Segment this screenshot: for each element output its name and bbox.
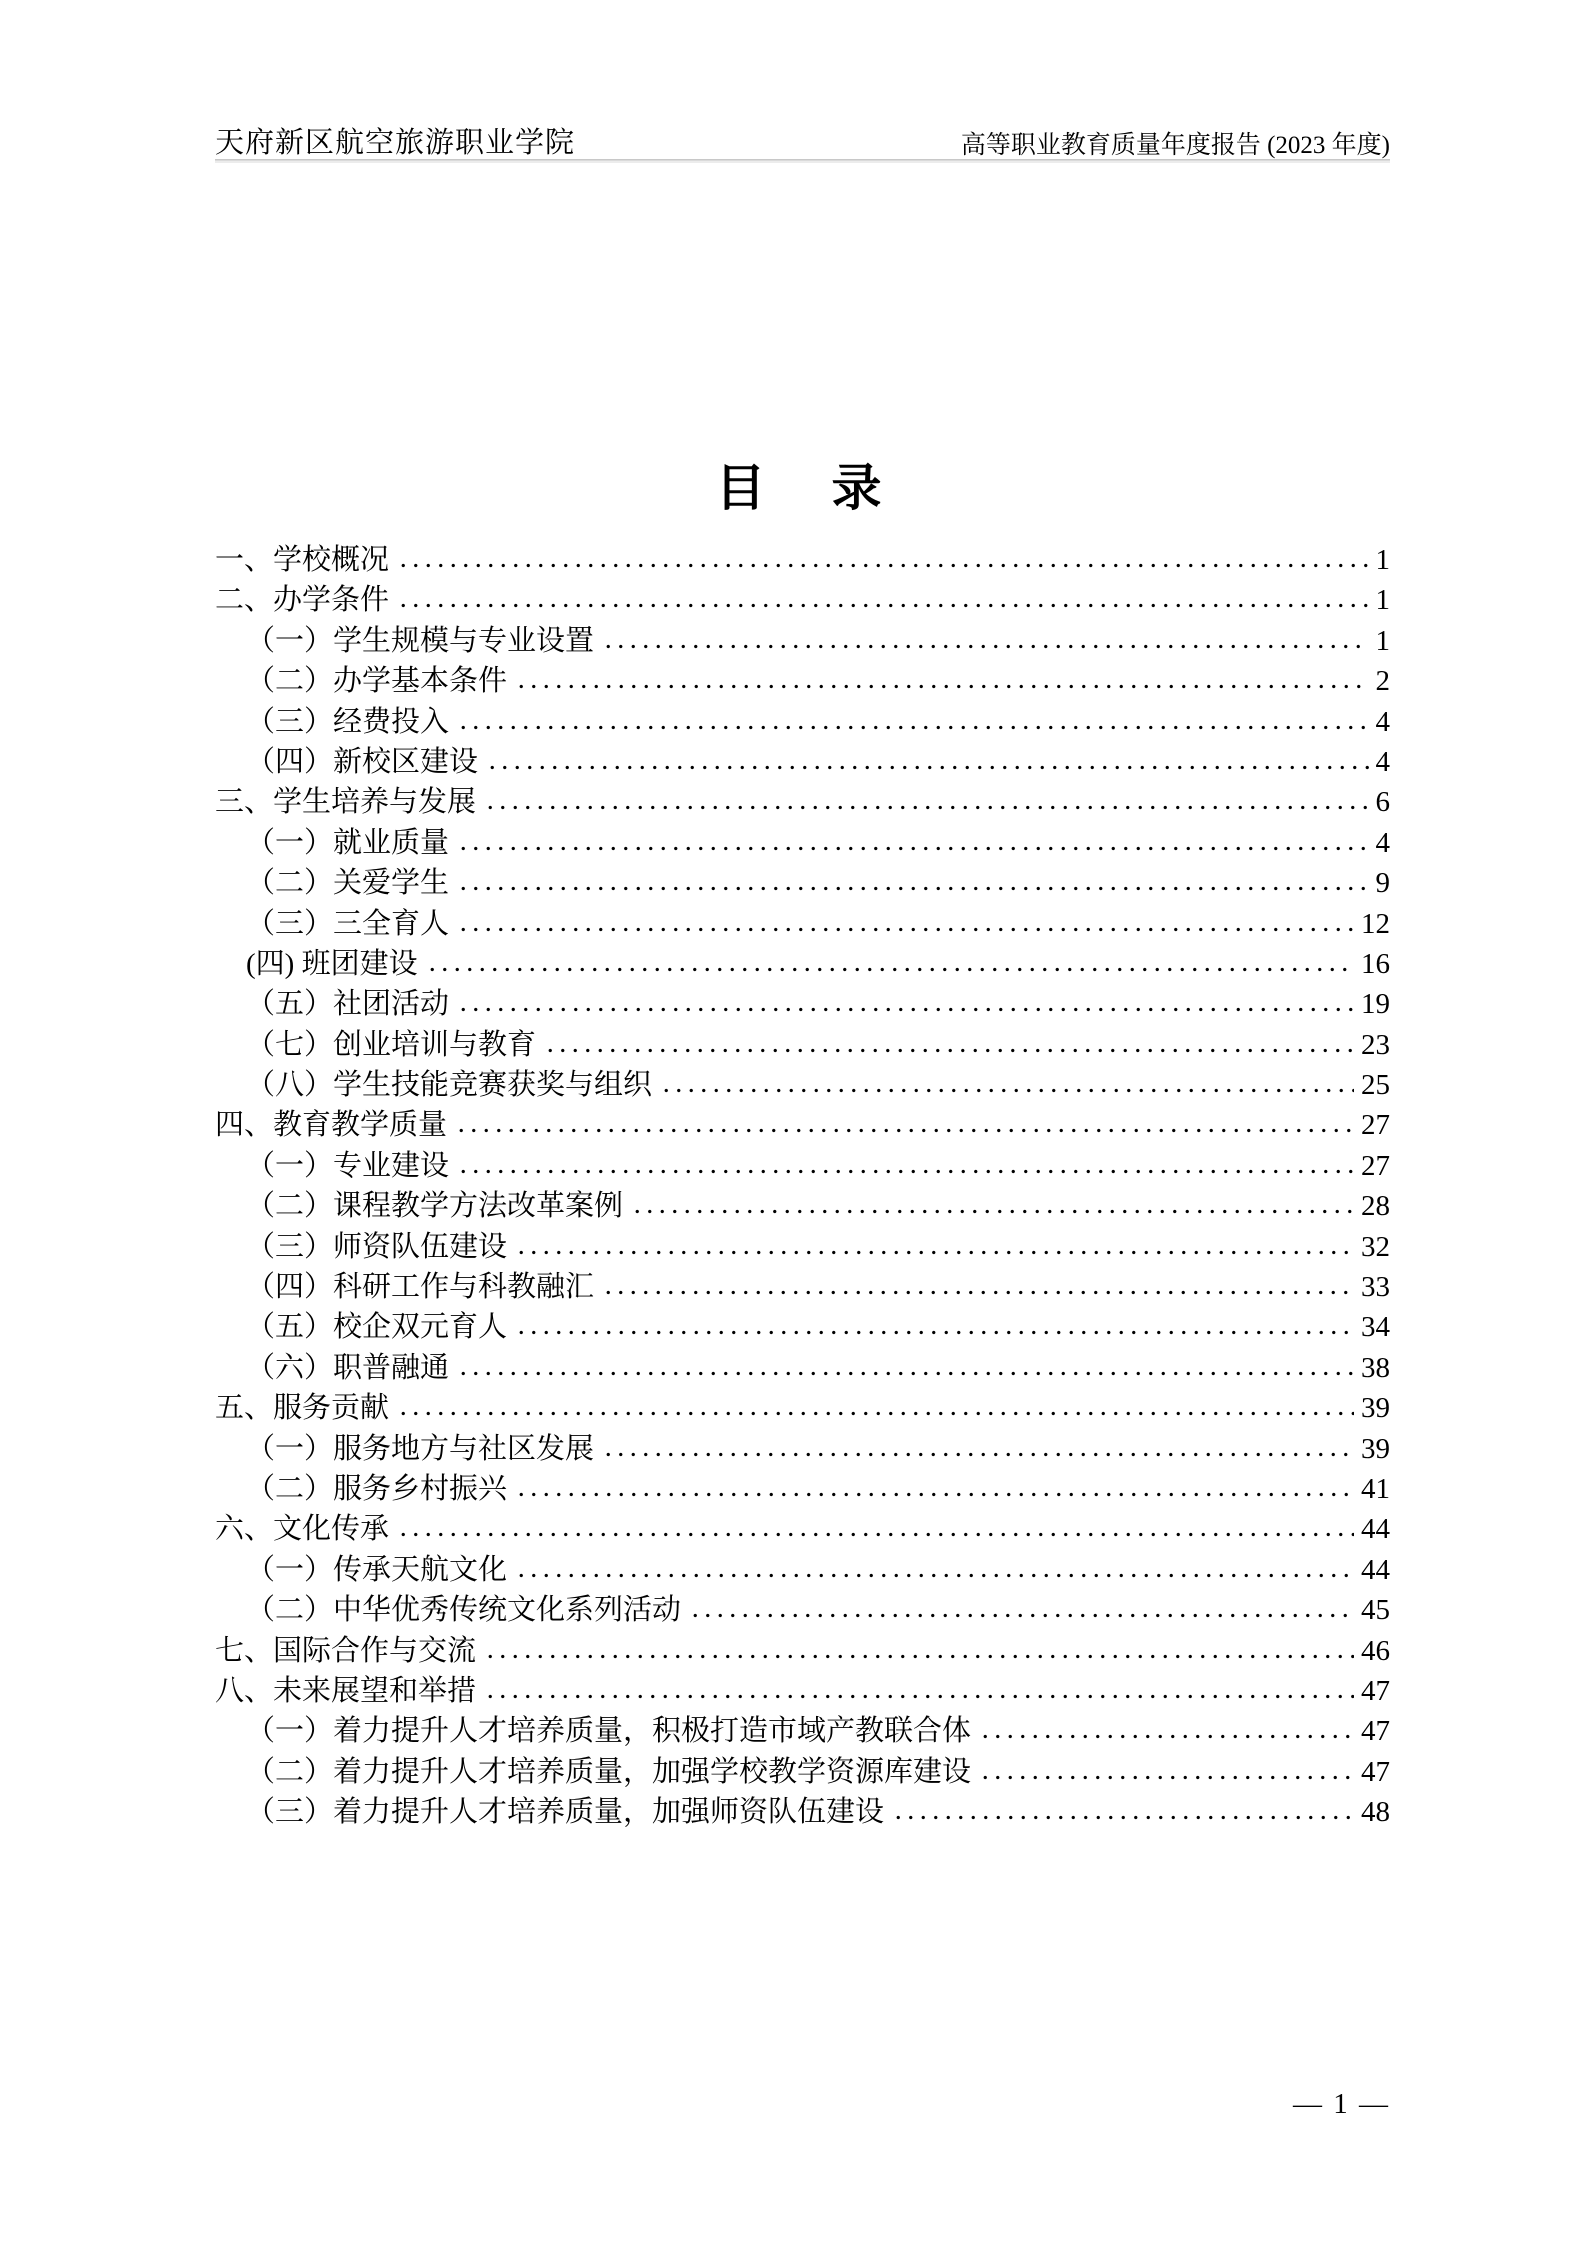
toc-page-number: 25 [1361, 1069, 1390, 1102]
toc-entry[interactable] [215, 1065, 1390, 1105]
toc-entry[interactable] [215, 540, 1390, 580]
toc-entry[interactable] [215, 904, 1390, 944]
toc-page-number: 1 [1375, 544, 1390, 576]
toc-dot-leader [455, 1363, 1354, 1377]
toc-entry-label: (四) 班团建设 [246, 947, 418, 980]
header-divider [215, 159, 1390, 163]
toc-dot-leader [513, 1565, 1354, 1579]
toc-page-number: 12 [1361, 907, 1390, 940]
toc-page-number: 33 [1361, 1271, 1390, 1304]
toc-dot-leader [455, 919, 1354, 933]
toc-entry-label: （一）学生规模与专业设置 [246, 624, 595, 657]
toc-dot-leader [890, 1807, 1354, 1821]
toc-entry[interactable] [215, 580, 1390, 620]
toc-entry[interactable] [215, 1711, 1390, 1751]
toc-page-number: 16 [1361, 947, 1390, 980]
toc-entry[interactable] [215, 1186, 1390, 1226]
toc-page-number: 27 [1361, 1109, 1390, 1142]
toc-entry[interactable] [215, 1631, 1390, 1671]
toc-entry[interactable] [215, 1348, 1390, 1388]
toc-dot-leader [658, 1080, 1354, 1094]
toc-dot-leader [600, 1282, 1354, 1296]
toc-entry-label: 八、未来展望和举措 [215, 1674, 477, 1707]
toc-page-number: 4 [1375, 745, 1390, 778]
toc-dot-leader [513, 676, 1368, 690]
toc-entry[interactable] [215, 1671, 1390, 1711]
toc-entry-label: （三）经费投入 [246, 705, 450, 738]
toc-dot-leader [395, 555, 1368, 569]
toc-dot-leader [455, 1161, 1354, 1175]
toc-dot-leader [629, 1201, 1354, 1215]
toc-page-number: 47 [1361, 1674, 1390, 1707]
toc-page-number: 6 [1375, 786, 1390, 819]
page-header [215, 120, 1390, 161]
toc-entry-label: 五、服务贡献 [215, 1392, 390, 1425]
toc-dot-leader [600, 1444, 1354, 1458]
toc-entry[interactable] [215, 823, 1390, 863]
toc-entry[interactable] [215, 1227, 1390, 1267]
toc-page-number: 39 [1361, 1432, 1390, 1465]
toc-page-number: 4 [1375, 705, 1390, 738]
toc-entry[interactable] [215, 1752, 1390, 1792]
toc-entry-label: （二）服务乡村振兴 [246, 1472, 508, 1505]
toc-dot-leader [482, 1646, 1354, 1660]
toc-page-number: 38 [1361, 1351, 1390, 1384]
toc-dot-leader [687, 1605, 1354, 1619]
toc-entry-label: （三）着力提升人才培养质量，加强师资队伍建设 [246, 1796, 885, 1829]
toc-entry[interactable] [215, 1146, 1390, 1186]
toc-entry-label: （二）中华优秀传统文化系列活动 [246, 1594, 682, 1627]
toc-entry[interactable] [215, 1105, 1390, 1145]
toc-entry-label: 二、办学条件 [215, 584, 390, 617]
toc-dot-leader [513, 1322, 1354, 1336]
toc-page-number: 1 [1375, 584, 1390, 617]
toc-entry[interactable] [215, 742, 1390, 782]
toc-entry[interactable] [215, 1590, 1390, 1630]
toc-page-number: 39 [1361, 1392, 1390, 1425]
header-report-title: 高等职业教育质量年度报告 (2023 年度) [960, 132, 1390, 159]
toc-entry-label: 三、学生培养与发展 [215, 786, 477, 819]
toc-entry[interactable] [215, 1307, 1390, 1347]
toc-page-number: 44 [1361, 1513, 1390, 1546]
toc-dot-leader [542, 1040, 1354, 1054]
toc-dot-leader [513, 1242, 1354, 1256]
toc-entry[interactable] [215, 1550, 1390, 1590]
toc-page-number: 45 [1361, 1594, 1390, 1627]
toc-dot-leader [977, 1726, 1354, 1740]
toc-page-number: 46 [1361, 1634, 1390, 1667]
toc-entry[interactable] [215, 702, 1390, 742]
toc-entry-label: （二）着力提升人才培养质量，加强学校教学资源库建设 [246, 1755, 972, 1788]
toc-page-number: 41 [1361, 1472, 1390, 1505]
toc-entry[interactable] [215, 621, 1390, 661]
toc-list [215, 540, 1390, 1833]
toc-entry-label: （三）三全育人 [246, 907, 450, 940]
toc-entry-label: （一）着力提升人才培养质量，积极打造市域产教联合体 [246, 1715, 972, 1748]
toc-dot-leader [453, 1120, 1354, 1134]
toc-entry[interactable] [215, 1469, 1390, 1509]
toc-entry[interactable] [215, 1025, 1390, 1065]
toc-page-number: 44 [1361, 1553, 1390, 1586]
toc-dot-leader [484, 757, 1368, 771]
toc-entry-label: （四）新校区建设 [246, 745, 479, 778]
toc-entry-label: （五）社团活动 [246, 988, 450, 1021]
toc-page-number: 23 [1361, 1028, 1390, 1061]
toc-entry[interactable] [215, 863, 1390, 903]
toc-entry-label: 六、文化传承 [215, 1513, 390, 1546]
toc-page-number: 34 [1361, 1311, 1390, 1344]
toc-dot-leader [424, 959, 1354, 973]
toc-page-number: 47 [1361, 1755, 1390, 1788]
toc-entry[interactable] [215, 661, 1390, 701]
toc-dot-leader [455, 999, 1354, 1013]
toc-page-number: 48 [1361, 1796, 1390, 1829]
toc-entry[interactable] [215, 944, 1390, 984]
toc-entry-label: （四）科研工作与科教融汇 [246, 1271, 595, 1304]
toc-page-number: 1 [1375, 624, 1390, 657]
toc-entry[interactable] [215, 1388, 1390, 1428]
toc-entry[interactable] [215, 984, 1390, 1024]
toc-page-number: 9 [1375, 867, 1390, 900]
toc-dot-leader [977, 1767, 1354, 1781]
toc-page-number: 27 [1361, 1149, 1390, 1182]
toc-entry[interactable] [215, 782, 1390, 822]
toc-dot-leader [455, 838, 1368, 852]
toc-dot-leader [482, 1686, 1354, 1700]
toc-entry[interactable] [215, 1509, 1390, 1549]
toc-dot-leader [455, 878, 1368, 892]
toc-entry-label: （二）办学基本条件 [246, 665, 508, 698]
toc-entry-label: （一）服务地方与社区发展 [246, 1432, 595, 1465]
toc-page-number: 32 [1361, 1230, 1390, 1263]
toc-entry-label: （六）职普融通 [246, 1351, 450, 1384]
toc-dot-leader [395, 595, 1368, 609]
toc-entry-label: 四、教育教学质量 [215, 1109, 448, 1142]
toc-entry-label: （一）专业建设 [246, 1149, 450, 1182]
toc-entry-label: （一）传承天航文化 [246, 1553, 508, 1586]
toc-entry-label: （三）师资队伍建设 [246, 1230, 508, 1263]
toc-entry-label: （一）就业质量 [246, 826, 450, 859]
toc-entry-label: （八）学生技能竞赛获奖与组织 [246, 1069, 653, 1102]
toc-entry[interactable] [215, 1429, 1390, 1469]
toc-dot-leader [513, 1484, 1354, 1498]
toc-title: 目 录 [715, 460, 890, 516]
toc-dot-leader [455, 717, 1368, 731]
toc-entry-label: （五）校企双元育人 [246, 1311, 508, 1344]
toc-page-number: 4 [1375, 826, 1390, 859]
toc-page-number: 19 [1361, 988, 1390, 1021]
toc-dot-leader [600, 636, 1368, 650]
toc-entry-label: 七、国际合作与交流 [215, 1634, 477, 1667]
toc-page-number: 47 [1361, 1715, 1390, 1748]
toc-entry-label: （二）关爱学生 [246, 867, 450, 900]
toc-entry-label: （七）创业培训与教育 [246, 1028, 537, 1061]
toc-dot-leader [395, 1403, 1354, 1417]
header-school-name: 天府新区航空旅游职业学院 [215, 127, 576, 159]
page-number-footer: — 1 — [1293, 2088, 1390, 2120]
toc-dot-leader [395, 1524, 1354, 1538]
toc-page-number: 2 [1375, 665, 1390, 698]
toc-entry-label: 一、学校概况 [215, 544, 390, 576]
toc-dot-leader [482, 797, 1368, 811]
toc-page-number: 28 [1361, 1190, 1390, 1223]
toc-entry[interactable] [215, 1267, 1390, 1307]
toc-entry[interactable] [215, 1792, 1390, 1832]
toc-entry-label: （二）课程教学方法改革案例 [246, 1190, 624, 1223]
